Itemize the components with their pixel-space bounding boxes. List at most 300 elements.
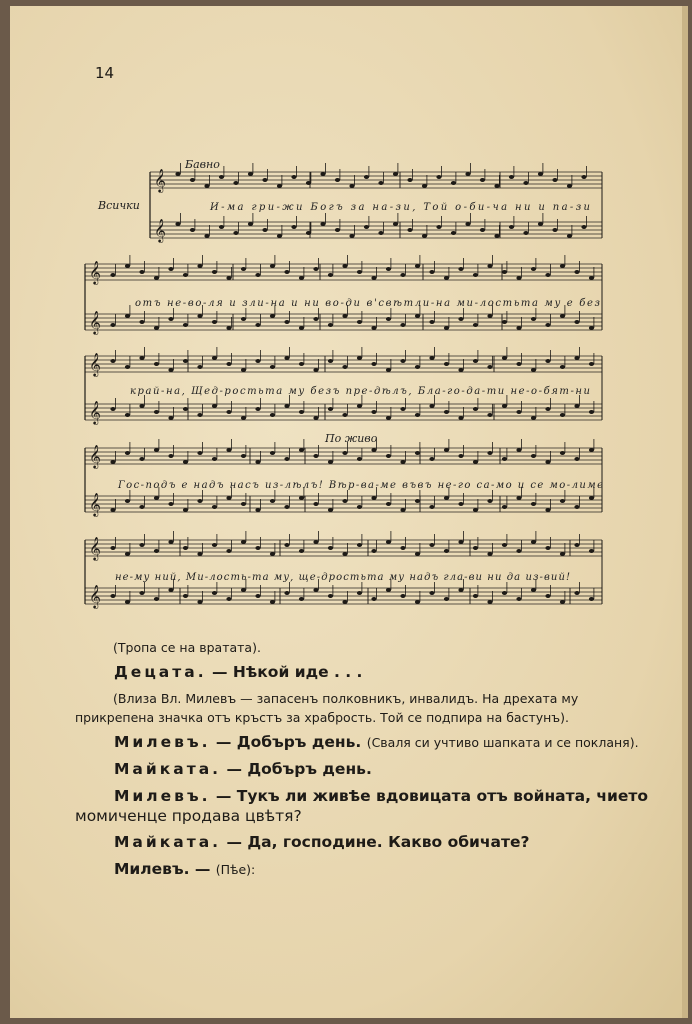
note-head [538,222,543,226]
dialogue-children [114,662,362,681]
note-head [212,457,217,461]
note-head [110,359,115,363]
note-head [342,314,347,318]
note-head [429,457,434,461]
note-head [270,413,275,417]
note-head [262,178,267,182]
clef: 𝄞 [89,492,101,516]
note-head [371,410,376,414]
stage-direction-bow: (Сваля си учтиво шапката и се покланя). [366,735,639,750]
treble-clef: 𝄞 [89,352,101,376]
note-head [241,454,246,458]
note-head [168,317,173,321]
note-head [531,588,536,592]
note-head [473,508,478,512]
note-head [371,276,376,280]
note-head [168,540,173,544]
note-head [241,588,246,592]
note-head [299,597,304,601]
note-head [516,362,521,366]
note-head [190,178,195,182]
note-head [487,365,492,369]
note-head [560,314,565,318]
note-head [197,499,202,503]
note-head [306,231,311,235]
note-head [270,365,275,369]
note-head [574,591,579,595]
note-head [183,460,188,464]
clef: 𝄞 [89,584,101,608]
note-head [386,317,391,321]
lyric-line-3: край-на, Щед-ростьта му безъ пре-дѣлъ, Бла-го-да-ти не-о-бят-ни [130,386,590,397]
note-head [371,326,376,330]
note-head [545,508,550,512]
note-head [125,499,130,503]
note-head [393,172,398,176]
note-head [487,413,492,417]
note-head [255,359,260,363]
note-head [545,546,550,550]
note-head [212,505,217,509]
note-head [429,505,434,509]
note-head [436,225,441,229]
note-head [125,413,130,417]
note-head [154,362,159,366]
note-head [299,410,304,414]
note-head [313,588,318,592]
note-head [386,267,391,271]
note-head [284,543,289,547]
note-head [531,267,536,271]
note-head [255,323,260,327]
note-head [400,594,405,598]
note-head [313,454,318,458]
note-head [516,549,521,553]
speaker-milev: Милевъ. [114,787,211,805]
clef: 𝄞 [154,218,166,242]
note-head [299,496,304,500]
note-head [197,365,202,369]
note-head [386,502,391,506]
clef: 𝄞 [89,310,101,334]
note-head [183,273,188,277]
note-head [538,172,543,176]
note-head [422,234,427,238]
note-head [386,454,391,458]
note-head [284,505,289,509]
note-head [458,317,463,321]
note-head [255,546,260,550]
note-head [422,184,427,188]
note-head [183,323,188,327]
note-head [255,508,260,512]
note-head [306,181,311,185]
note-head [458,267,463,271]
note-head [139,591,144,595]
note-head [154,496,159,500]
note-head [444,326,449,330]
tempo-marking-slow: Бавно [185,158,220,171]
note-head [241,502,246,506]
note-head [386,540,391,544]
note-head [480,178,485,182]
note-head [502,356,507,360]
note-head [589,362,594,366]
note-head [516,410,521,414]
note-head [299,362,304,366]
note-head [226,597,231,601]
note-head [589,549,594,553]
line-mother-2: — Да, господине. Какво обичате? [221,833,530,851]
note-head [284,404,289,408]
note-head [400,546,405,550]
note-head [270,552,275,556]
note-head [299,549,304,553]
note-head [516,597,521,601]
note-head [357,505,362,509]
note-head [168,454,173,458]
dialogue-milev-3 [114,859,255,878]
note-head [284,270,289,274]
note-head [378,181,383,185]
note-head [328,460,333,464]
note-head [473,546,478,550]
note-head [284,591,289,595]
note-head [262,228,267,232]
note-head [502,591,507,595]
note-head [154,326,159,330]
note-head [277,234,282,238]
note-head [212,404,217,408]
note-head [197,600,202,604]
note-head [357,320,362,324]
note-head [516,276,521,280]
note-head [574,356,579,360]
note-head [415,365,420,369]
note-head [125,552,130,556]
note-head [125,314,130,318]
note-head [255,407,260,411]
note-head [494,234,499,238]
note-head [110,594,115,598]
note-head [226,276,231,280]
note-head [342,552,347,556]
note-head [212,270,217,274]
note-head [320,172,325,176]
note-head [270,499,275,503]
note-head [502,505,507,509]
note-head [175,172,180,176]
note-head [212,356,217,360]
note-head [574,270,579,274]
note-head [204,234,209,238]
note-head [589,496,594,500]
speaker-milev: Милевъ. [114,860,190,878]
note-head [248,222,253,226]
note-head [581,225,586,229]
note-head [328,273,333,277]
note-head [219,175,224,179]
note-head [494,184,499,188]
note-head [204,184,209,188]
note-head [567,234,572,238]
note-head [226,549,231,553]
note-head [110,407,115,411]
speaker-milev: Милевъ. [114,733,211,751]
note-head [429,270,434,274]
treble-clef: 𝄞 [89,536,101,560]
note-head [154,597,159,601]
note-head [574,543,579,547]
note-head [357,356,362,360]
note-head [444,276,449,280]
note-head [487,314,492,318]
note-head [299,276,304,280]
note-head [371,496,376,500]
note-head [313,416,318,420]
clef: 𝄞 [89,400,101,424]
note-head [226,496,231,500]
note-head [342,365,347,369]
note-head [487,552,492,556]
line-milev-3: — [189,860,216,878]
note-head [270,600,275,604]
note-head [523,231,528,235]
note-head [589,326,594,330]
note-head [110,323,115,327]
note-head [415,413,420,417]
note-head [255,273,260,277]
note-head [531,368,536,372]
dialogue-milev-2 [114,786,648,805]
note-head [139,404,144,408]
note-head [436,175,441,179]
line-milev-2-cont: момиченце продава цвѣтя? [75,807,302,825]
note-head [444,597,449,601]
note-head [487,451,492,455]
line-milev-2: — Тукъ ли живѣе вдовицата отъ войната, чието [210,787,649,805]
note-head [545,359,550,363]
note-head [342,451,347,455]
note-head [386,588,391,592]
note-head [364,175,369,179]
note-head [320,222,325,226]
lyric-line-4: Гос-подъ е надъ насъ из-лѣлъ! Вѣр-ва-ме въвъ не-го са-мо и се мо-лиме [118,480,603,491]
note-head [357,457,362,461]
note-head [393,222,398,226]
note-head [241,267,246,271]
note-head [226,410,231,414]
note-head [335,228,340,232]
note-head [313,317,318,321]
note-head [451,181,456,185]
note-head [154,410,159,414]
note-head [183,407,188,411]
speaker-children: Децата. [114,663,207,681]
note-head [183,508,188,512]
note-head [487,600,492,604]
treble-clef: 𝄞 [154,168,166,192]
note-head [291,225,296,229]
note-head [125,365,130,369]
note-head [473,594,478,598]
note-head [197,413,202,417]
note-head [139,356,144,360]
note-head [190,228,195,232]
note-head [371,597,376,601]
note-head [386,416,391,420]
line-milev-1: — Добъръ день. [210,733,367,751]
note-head [458,540,463,544]
note-head [270,451,275,455]
note-head [139,457,144,461]
note-head [378,231,383,235]
note-head [429,320,434,324]
note-head [110,546,115,550]
note-head [502,457,507,461]
note-head [516,496,521,500]
note-head [349,234,354,238]
note-head [473,407,478,411]
note-head [328,407,333,411]
note-head [589,276,594,280]
note-head [248,172,253,176]
lyric-line-2: отъ не-во-ля и зли-на и ни во-ди в'свѣтли-на ми-лостьта му е без [135,298,600,309]
note-head [168,588,173,592]
note-head [212,591,217,595]
note-head [364,225,369,229]
note-head [241,317,246,321]
note-head [545,594,550,598]
note-head [400,460,405,464]
note-head [545,460,550,464]
note-head [284,356,289,360]
note-head [233,231,238,235]
note-head [125,600,130,604]
note-head [567,184,572,188]
note-head [342,600,347,604]
voices-label: Всички [98,199,140,212]
note-head [168,368,173,372]
note-head [458,588,463,592]
note-head [175,222,180,226]
note-head [560,264,565,268]
note-head [531,416,536,420]
note-head [444,549,449,553]
note-head [139,543,144,547]
note-head [110,460,115,464]
note-head [444,448,449,452]
note-head [487,264,492,268]
note-head [357,591,362,595]
note-head [531,454,536,458]
note-head [502,320,507,324]
note-head [531,317,536,321]
note-head [197,552,202,556]
note-head [415,314,420,318]
dialogue-milev-1 [114,732,639,751]
note-head [545,323,550,327]
note-head [458,502,463,506]
note-head [473,359,478,363]
note-head [110,508,115,512]
note-head [197,264,202,268]
note-head [291,175,296,179]
note-head [552,228,557,232]
note-head [335,178,340,182]
note-head [125,264,130,268]
note-head [233,181,238,185]
note-head [589,448,594,452]
note-head [400,508,405,512]
note-head [407,178,412,182]
note-head [480,228,485,232]
note-head [154,549,159,553]
tempo-marking-livelier: По живо [325,432,378,445]
note-head [574,505,579,509]
note-head [545,273,550,277]
note-head [241,540,246,544]
note-head [328,508,333,512]
note-head [255,460,260,464]
note-head [154,276,159,280]
note-head [226,326,231,330]
note-head [502,543,507,547]
note-head [473,460,478,464]
lyric-line-1: И-ма гри-жи Богъ за на-зи, Той о-би-ча ни и па-зи [210,202,590,213]
note-head [415,499,420,503]
note-head [509,175,514,179]
treble-clef: 𝄞 [89,260,101,284]
note-head [560,365,565,369]
line-children: — Нѣкой иде . . . [206,663,363,681]
note-head [407,228,412,232]
note-head [371,362,376,366]
note-head [560,552,565,556]
note-head [255,594,260,598]
note-head [509,225,514,229]
note-head [139,270,144,274]
note-head [277,184,282,188]
note-head [400,323,405,327]
note-head [429,404,434,408]
note-head [523,181,528,185]
note-head [502,404,507,408]
note-head [560,451,565,455]
note-head [342,499,347,503]
note-head [154,448,159,452]
page-number: 14 [95,64,115,82]
note-head [560,499,565,503]
note-head [444,362,449,366]
note-head [465,172,470,176]
note-head [270,314,275,318]
line-mother-1: — Добъръ день. [221,760,372,778]
note-head [299,326,304,330]
speaker-mother: Майката. [114,833,222,851]
note-head [458,416,463,420]
note-head [589,597,594,601]
note-head [429,543,434,547]
note-head [168,267,173,271]
note-head [415,451,420,455]
note-head [560,413,565,417]
note-head [545,407,550,411]
note-head [313,368,318,372]
note-head [451,231,456,235]
note-head [270,264,275,268]
note-head [400,359,405,363]
